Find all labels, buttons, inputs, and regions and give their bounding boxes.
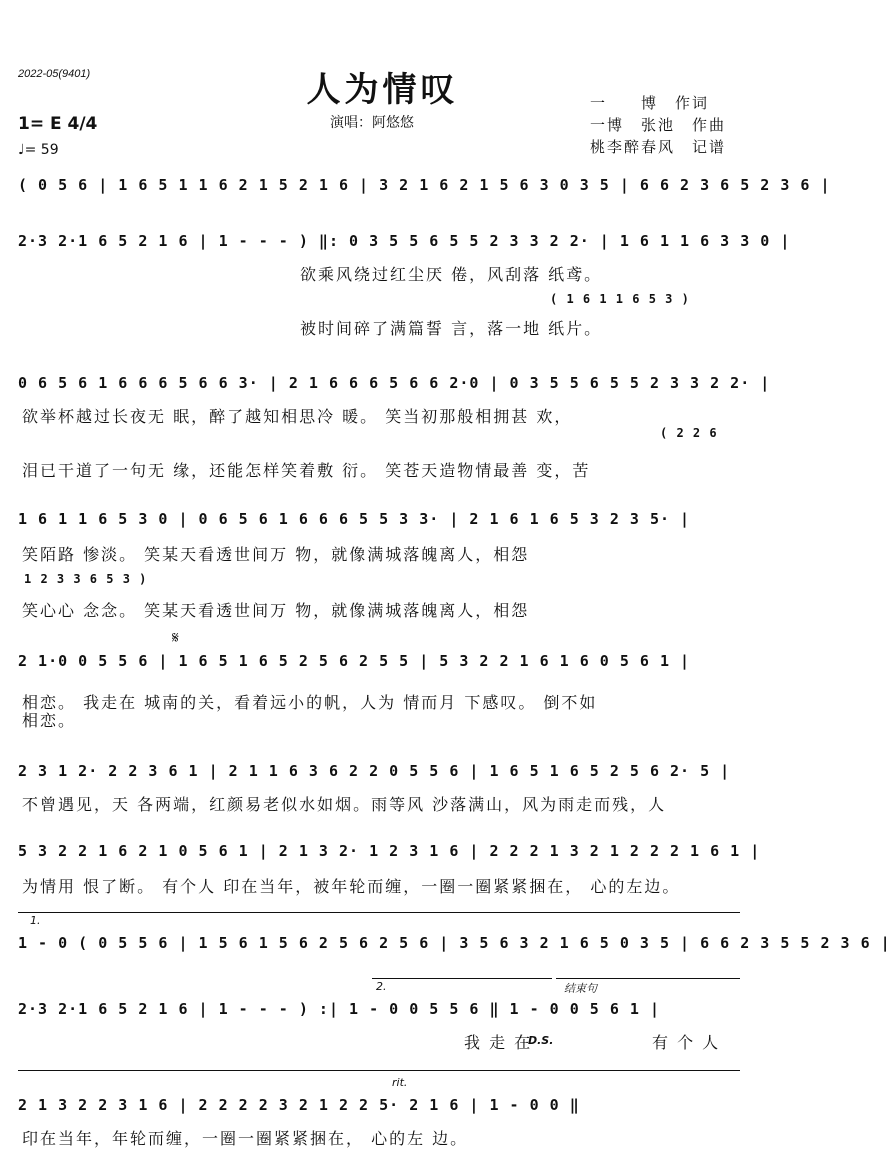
transcriber-credit: 桃李醉春风 记谱 (590, 138, 727, 156)
notation-line-4: 1 6 1 1 6 5 3 0 | 0 6 5 6 1 6 6 6 5 5 3 3· | 2 1 6 1 6 5 3 2 3 5· | (18, 510, 691, 528)
lyric-line-2a: 欲乘风绕过红尘厌 倦，风刮落 纸鸢。 (300, 265, 603, 284)
composer-credit: 一博 张池 作曲 (590, 116, 727, 134)
lyric-line-9a: 我 走 在 (464, 1033, 533, 1052)
notation-line-2: 2·3 2·1 6 5 2 1 6 | 1 - - - ) ‖: 0 3 5 5 6 5 5 2 3 3 2 2· | 1 6 1 1 6 3 3 0 | (18, 232, 791, 250)
volta-2-bracket (372, 978, 552, 979)
notation-line-1: ( 0 5 6 | 1 6 5 1 1 6 2 1 5 2 1 6 | 3 2 1 6 2 1 5 6 3 0 3 5 | 6 6 2 3 6 5 2 3 6 | (18, 176, 831, 194)
singer-credit: 演唱：阿悠悠 (330, 115, 414, 131)
notation-line-9: 2·3 2·1 6 5 2 1 6 | 1 - - - ) :| 1 - 0 0 5 5 6 ‖ 1 - 0 0 5 6 1 | (18, 1000, 660, 1018)
coda-bracket (556, 978, 740, 979)
lyric-line-5b: 相恋。 (22, 711, 77, 730)
notation-line-3: 0 6 5 6 1 6 6 6 5 6 6 3· | 2 1 6 6 6 5 6 6 2·0 | 0 3 5 5 6 5 5 2 3 3 2 2· | (18, 374, 771, 392)
lyric-line-3a: 欲举杯越过长夜无 眠，醉了越知相思冷 暖。 笑当初那般相拥甚 欢， (22, 407, 573, 426)
alt-notes-line-2: ( 1 6 1 1 6 5 3 ) (550, 292, 690, 306)
notation-line-8: 1 - 0 ( 0 5 5 6 | 1 5 6 1 5 6 2 5 6 2 5 6 | 3 5 6 3 2 1 6 5 0 3 5 | 6 6 2 3 5 5 2 3 6 | (18, 934, 891, 952)
rit-marking: rit. (392, 1076, 408, 1089)
lyric-line-9b: 有 个 人 (652, 1033, 721, 1052)
lyric-line-6: 不曾遇见，天 各两端，红颜易老似水如烟。雨等风 沙落满山，风为雨走而残，人 (22, 795, 667, 814)
lyric-line-3b: 泪已干道了一句无 缘，还能怎样笑着敷 衍。 笑苍天造物情最善 变，苦 (22, 461, 591, 480)
lyric-line-4a: 笑陌路 惨淡。 笑某天看透世间万 物，就像满城落魄离人，相怨 (22, 545, 530, 564)
volta-2-label: 2. (376, 980, 387, 993)
alt-notes-line-4: 1 2 3 3 6 5 3 ) (24, 572, 148, 586)
notation-line-7: 5 3 2 2 1 6 2 1 0 5 6 1 | 2 1 3 2· 1 2 3 1 6 | 2 2 2 1 3 2 1 2 2 2 1 6 1 | (18, 842, 761, 860)
segno-sign: 𝄋 (172, 628, 179, 647)
notation-line-10: 2 1 3 2 2 3 1 6 | 2 2 2 2 3 2 1 2 2 5· 2 1 6 | 1 - 0 0 ‖ (18, 1096, 580, 1114)
lyric-line-4b: 笑心心 念念。 笑某天看透世间万 物，就像满城落魄离人，相怨 (22, 601, 530, 620)
lyric-line-5a: 相恋。 我走在 城南的关，看着远小的帆，人为 情而月 下感叹。 倒不如 (22, 693, 598, 712)
ds-marking: D.S. (528, 1034, 554, 1047)
notation-line-6: 2 3 1 2· 2 2 3 6 1 | 2 1 1 6 3 6 2 2 0 5 5 6 | 1 6 5 1 6 5 2 5 6 2· 5 | (18, 762, 731, 780)
coda-label: 结束句 (564, 982, 597, 995)
tempo-marking: ♩= 59 (18, 142, 59, 158)
lyricist-credit: 一 博 作词 (590, 94, 710, 112)
lyric-line-10: 印在当年，年轮而缠，一圈一圈紧紧捆在， 心的左 边。 (22, 1129, 469, 1148)
rit-line (18, 1070, 740, 1071)
lyric-line-2b: 被时间碎了满篇誓 言，落一地 纸片。 (300, 319, 603, 338)
key-signature: 1= E 4/4 (18, 114, 98, 134)
alt-notes-line-3: ( 2 2 6 (660, 426, 718, 440)
volta-1-bracket (18, 912, 740, 913)
volta-1-label: 1. (30, 914, 41, 927)
notation-line-5: 2 1·0 0 5 5 6 | 1 6 5 1 6 5 2 5 6 2 5 5 | 5 3 2 2 1 6 1 6 0 5 6 1 | (18, 652, 691, 670)
page-title: 人为情叹 (306, 70, 459, 110)
score-code: 2022-05(9401) (18, 68, 91, 80)
lyric-line-7: 为情用 恨了断。 有个人 印在当年，被年轮而缠，一圈一圈紧紧捆在， 心的左边。 (22, 877, 681, 896)
